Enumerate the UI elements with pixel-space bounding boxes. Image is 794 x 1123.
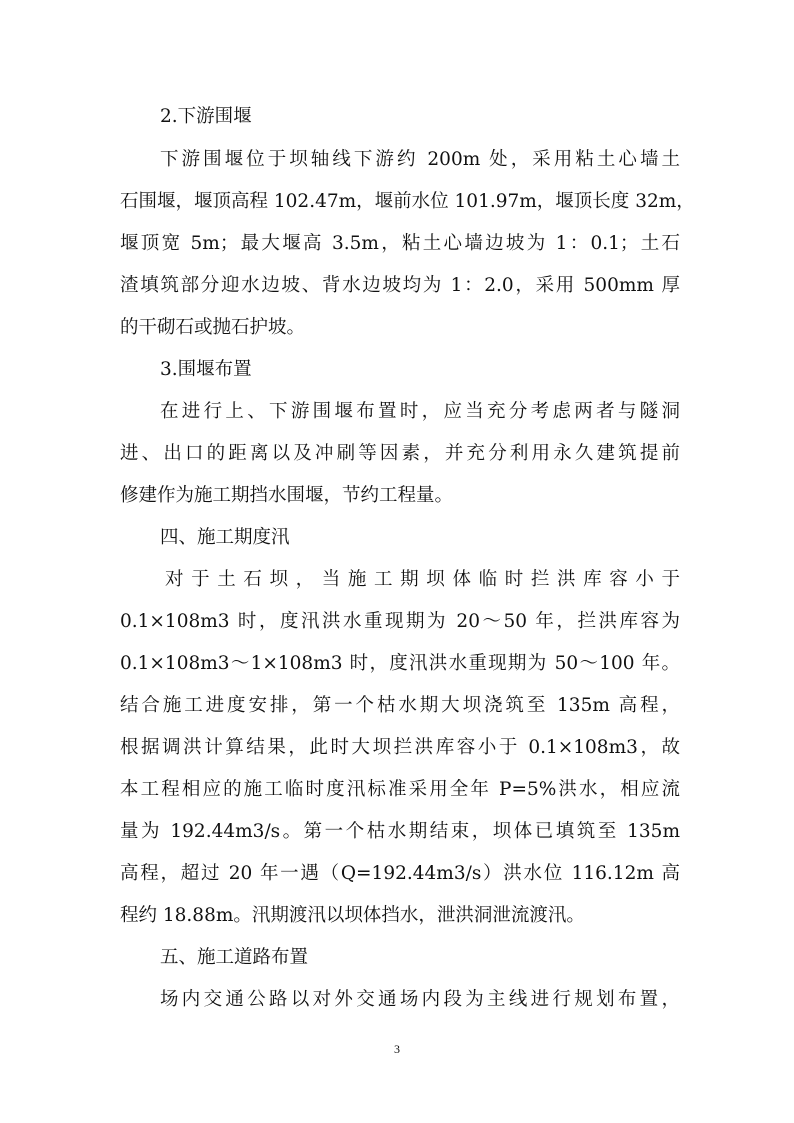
paragraph-line: 量为 192.44m3/s。第一个枯水期结束，坝体已填筑至 135m	[120, 821, 680, 842]
paragraph-line: 结合施工进度安排，第一个枯水期大坝浇筑至 135m 高程，	[120, 695, 680, 716]
heading-construction-flood: 四、施工期度汛	[160, 527, 290, 548]
paragraph-line: 本工程相应的施工临时度汛标准采用全年 P=5%洪水，相应流	[120, 779, 680, 800]
paragraph-line: 在进行上、下游围堰布置时，应当充分考虑两者与隧洞	[160, 401, 680, 422]
heading-construction-roads: 五、施工道路布置	[160, 947, 309, 968]
paragraph-line: 石围堰，堰顶高程 102.47m，堰前水位 101.97m，堰顶长度 32m，	[120, 191, 695, 212]
paragraph-line: 修建作为施工期挡水围堰，节约工程量。	[120, 485, 454, 506]
paragraph-line: 对于土石坝，当施工期坝体临时拦洪库容小于	[165, 569, 680, 590]
paragraph-line: 高程，超过 20 年一遇（Q=192.44m3/s）洪水位 116.12m 高	[120, 863, 680, 884]
paragraph-line: 进、出口的距离以及冲刷等因素，并充分利用永久建筑提前	[120, 443, 680, 464]
paragraph-line: 下游围堰位于坝轴线下游约 200m 处，采用粘土心墙土	[160, 149, 680, 170]
paragraph-line: 的干砌石或抛石护坡。	[120, 317, 306, 338]
paragraph-line: 渣填筑部分迎水边坡、背水边坡均为 1：2.0，采用 500mm 厚	[120, 275, 680, 296]
paragraph-line: 程约 18.88m。汛期渡汛以坝体挡水，泄洪洞泄流渡汛。	[120, 905, 585, 926]
paragraph-line: 堰顶宽 5m；最大堰高 3.5m，粘土心墙边坡为 1：0.1；土石	[120, 233, 680, 254]
paragraph-line: 0.1×108m3 时，度汛洪水重现期为 20～50 年，拦洪库容为	[120, 611, 680, 632]
heading-cofferdam-layout: 3.围堰布置	[160, 359, 252, 380]
paragraph-line: 场内交通公路以对外交通场内段为主线进行规划布置，	[160, 989, 680, 1010]
paragraph-line: 根据调洪计算结果，此时大坝拦洪库容小于 0.1×108m3，故	[120, 737, 680, 758]
page-number: 3	[394, 1042, 400, 1056]
heading-downstream-cofferdam: 2.下游围堰	[160, 106, 252, 127]
paragraph-line: 0.1×108m3～1×108m3 时，度汛洪水重现期为 50～100 年。	[120, 653, 680, 674]
